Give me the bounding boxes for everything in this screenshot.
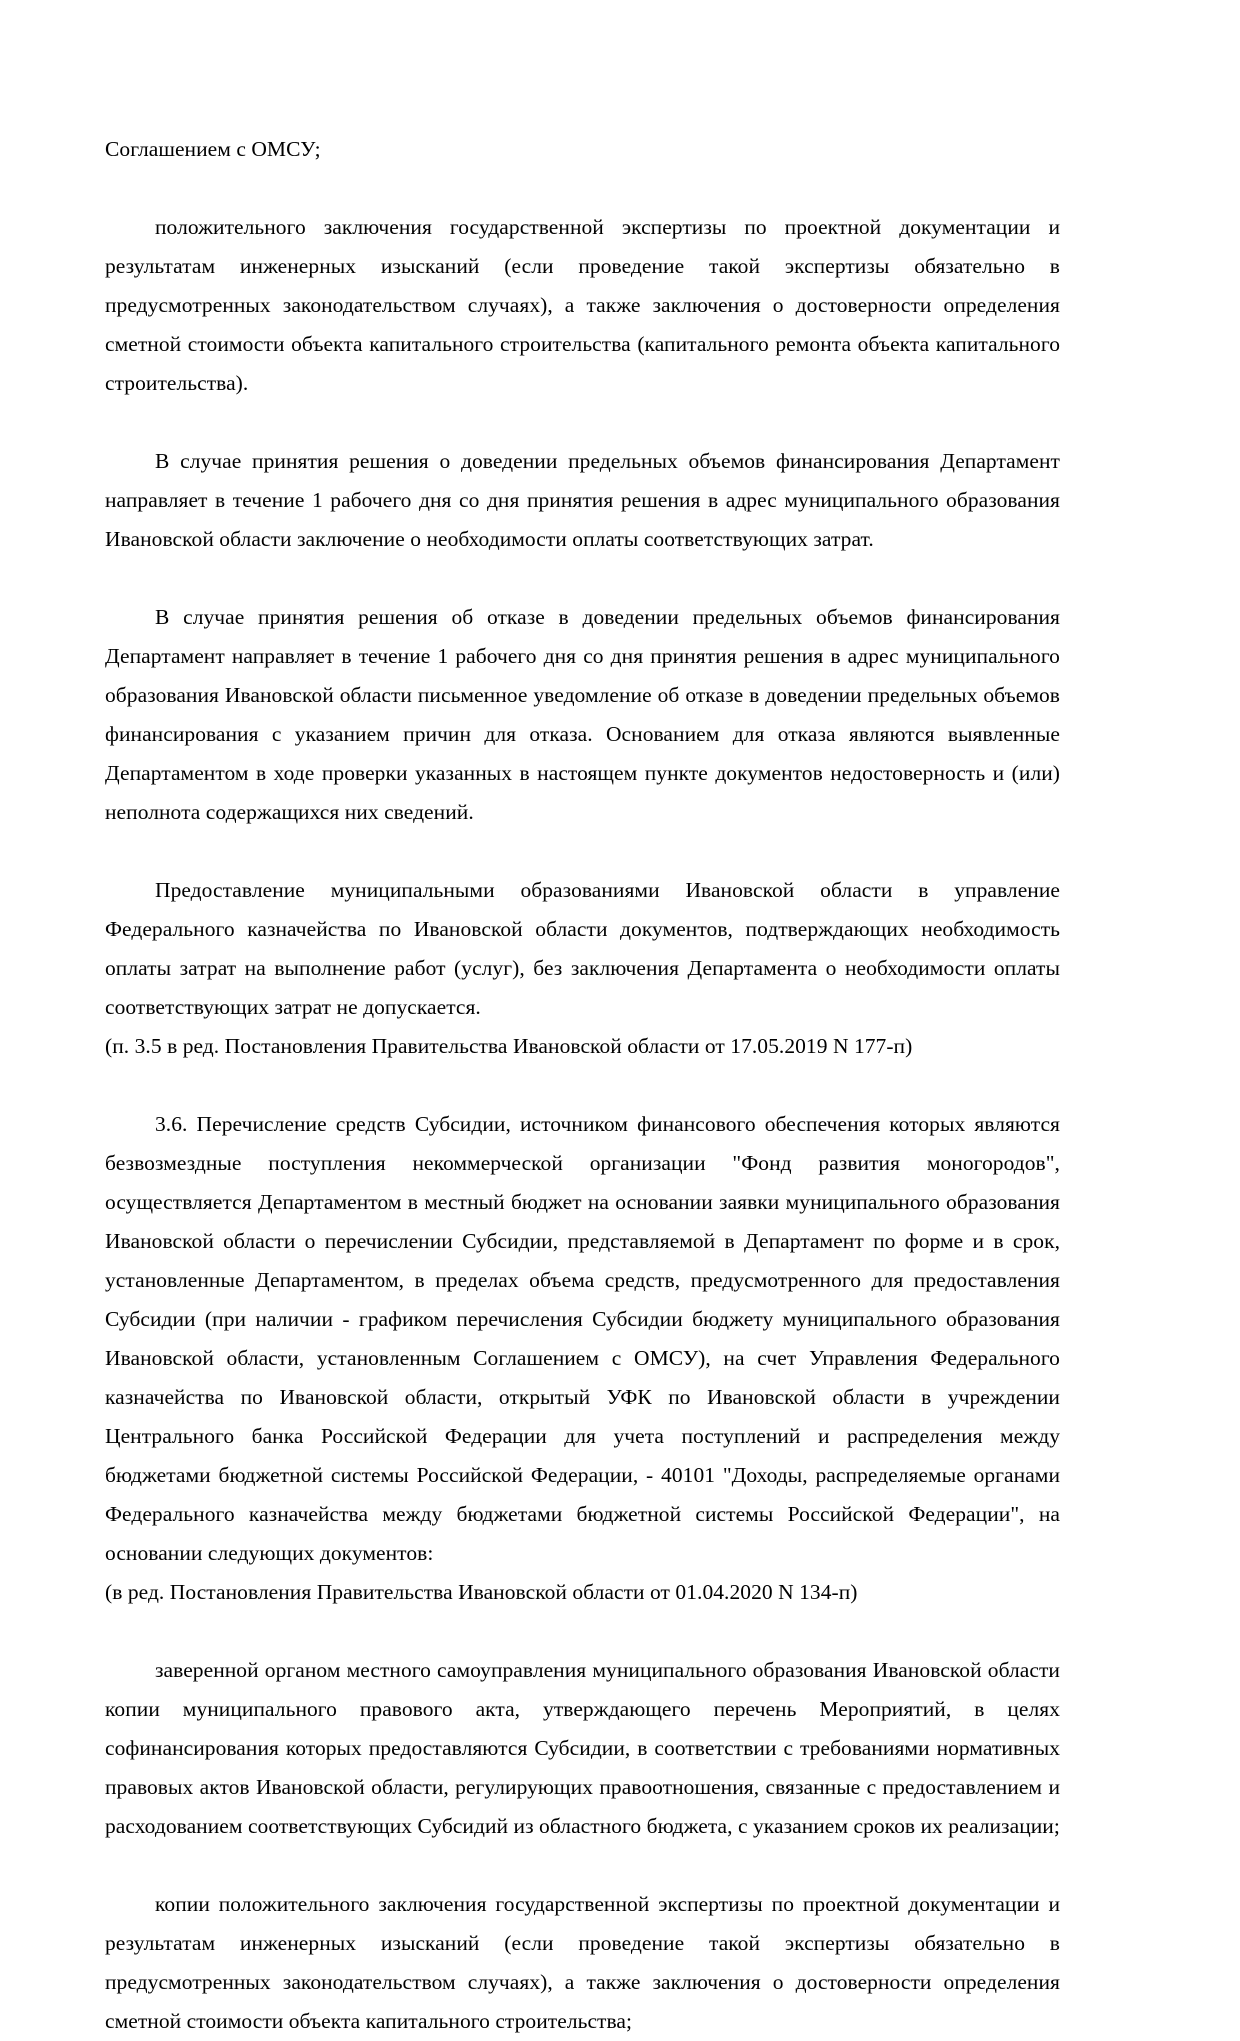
paragraph-spacer (105, 1846, 1060, 1885)
paragraph-spacer (105, 1066, 1060, 1105)
paragraph-state-expertise: положительного заключения государственной экспертизы по проектной документации и результатам инженерных изысканий (если проведение такой экспертизы обязательно в предусмотренных законодательством случаях), а также заключения о достоверности определения сметной стоимости объекта капитального строительства (капитального ремонта объекта капитального строительства). (105, 215, 1060, 395)
paragraph-spacer (105, 169, 1060, 208)
paragraph-spacer (105, 559, 1060, 598)
paragraph-decision-positive: В случае принятия решения о доведении предельных объемов финансирования Департамент направляет в течение 1 рабочего дня со дня принятия решения в адрес муниципального образования Ивановской области заключение о необходимости оплаты соответствующих затрат. (105, 449, 1060, 551)
paragraph-omsu-tail: Соглашением с ОМСУ; (105, 137, 321, 161)
citation-clause-3-5: (п. 3.5 в ред. Постановления Правительства Ивановской области от 17.05.2019 N 177-п) (105, 1034, 913, 1058)
paragraph-spacer (105, 1612, 1060, 1651)
paragraph-treasury-submission: Предоставление муниципальными образованиями Ивановской области в управление Федерального казначейства по Ивановской области документов, подтверждающих необходимость оплаты затрат на выполнение работ (услуг), без заключения Департамента о необходимости оплаты соответствующих затрат не допускается. (105, 878, 1060, 1019)
citation-clause-3-6: (в ред. Постановления Правительства Ивановской области от 01.04.2020 N 134-п) (105, 1580, 858, 1604)
paragraph-clause-3-6: 3.6. Перечисление средств Субсидии, источником финансового обеспечения которых являются безвозмездные поступления некоммерческой организации "Фонд развития моногородов", осуществляется Департаментом в местный бюджет на основании заявки муниципального образования Ивановской области о перечислении Субсидии, представляемой в Департамент по форме и в срок, установленные Департаментом, в пределах объема средств, предусмотренного для предоставления Субсидии (при наличии - графиком перечисления Субсидии бюджету муниципального образования Ивановской области, установленным Соглашением с ОМСУ), на счет Управления Федерального казначейства по Ивановской области, открытый УФК по Ивановской области в учреждении Центрального банка Российской Федерации для учета поступлений и распределения между бюджетами бюджетной системы Российской Федерации, - 40101 "Доходы, распределяемые органами Федерального казначейства между бюджетами бюджетной системы Российской Федерации", на основании следующих документов: (105, 1112, 1060, 1565)
paragraph-expertise-conclusion-copy: копии положительного заключения государственной экспертизы по проектной документации и результатам инженерных изысканий (если проведение такой экспертизы обязательно в предусмотренных законодательством случаях), а также заключения о достоверности определения сметной стоимости объекта капитального строительства; (105, 1892, 1060, 2033)
paragraph-decision-refusal: В случае принятия решения об отказе в доведении предельных объемов финансирования Департамент направляет в течение 1 рабочего дня со дня принятия решения в адрес муниципального образования Ивановской области письменное уведомление об отказе в доведении предельных объемов финансирования с указанием причин для отказа. Основанием для отказа являются выявленные Департаментом в ходе проверки указанных в настоящем пункте документов недостоверность и (или) неполнота содержащихся них сведений. (105, 605, 1060, 824)
paragraph-certified-municipal-act-copy: заверенной органом местного самоуправления муниципального образования Ивановской области копии муниципального правового акта, утверждающего перечень Мероприятий, в целях софинансирования которых предоставляются Субсидии, в соответствии с требованиями нормативных правовых актов Ивановской области, регулирующих правоотношения, связанные с предоставлением и расходованием соответствующих Субсидий из областного бюджета, с указанием сроков их реализации; (105, 1658, 1060, 1838)
paragraph-spacer (105, 403, 1060, 442)
document-text-body (105, 130, 1060, 2041)
paragraph-spacer (105, 832, 1060, 871)
